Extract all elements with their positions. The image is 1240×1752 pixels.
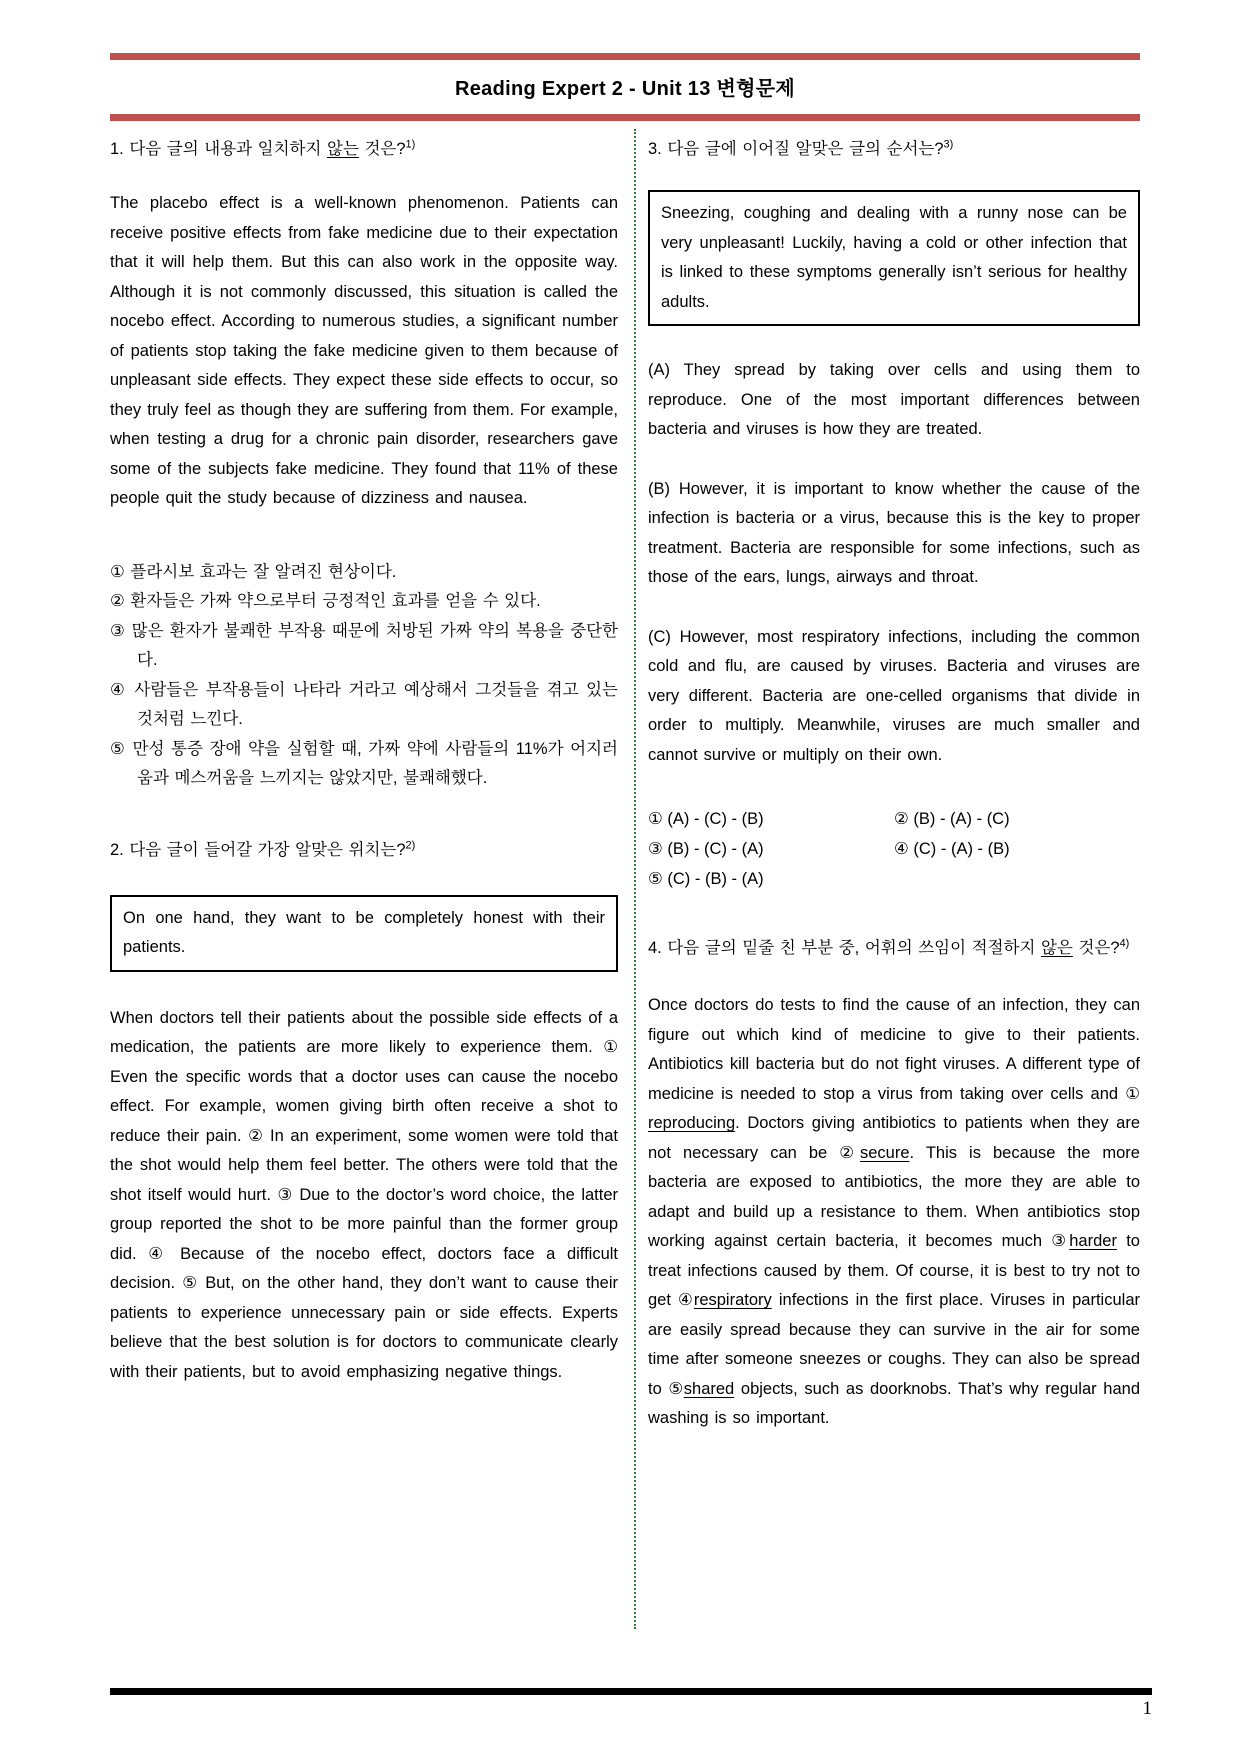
q1-option-1: ① 플라시보 효과는 잘 알려진 현상이다. bbox=[110, 562, 397, 581]
q1-prompt-underlined: 않는 bbox=[327, 140, 359, 158]
q3-prompt: 3. 다음 글에 이어질 알맞은 글의 순서는? bbox=[648, 140, 944, 158]
q2-given-text: On one hand, they want to be completely honest with their patients. bbox=[123, 908, 605, 956]
content-columns bbox=[110, 129, 1140, 1629]
q3-paragraph-b: (B) However, it is important to know whether the cause of the infection is bacteria or a virus, because this is the key to proper treatment. Bacteria are responsible for some infections, such as those of the ears, lungs, airways and throat. bbox=[648, 479, 1140, 586]
q1-option-5: ⑤ 만성 통증 장애 약을 실험할 때, 가짜 약에 사람들의 11%가 어지러움과 메스꺼움을 느끼지는 않았지만, 불쾌해했다. bbox=[110, 739, 618, 787]
q3-footnote-marker: 3) bbox=[943, 138, 954, 151]
left-column bbox=[110, 129, 626, 1629]
q3-paragraph-c: (C) However, most respiratory infections, including the common cold and flu, are caused by viruses. Bacteria and viruses are very different. Bacteria are one-celled organisms that divide in order to multiply. Meanwhile, viruses are much smaller and cannot survive or multiply on their own. bbox=[648, 627, 1140, 764]
q3-header bbox=[648, 135, 1140, 164]
header-rule-top bbox=[110, 53, 1140, 60]
q4-underlined-word-reproducing: reproducing bbox=[648, 1114, 736, 1132]
q4-passage bbox=[648, 991, 1140, 1434]
q3-given-text: Sneezing, coughing and dealing with a runny nose can be very unpleasant! Luckily, having a cold or other infection that is linked to these symptoms generally isn’t serious for healthy adults. bbox=[661, 204, 1127, 311]
footer-rule bbox=[110, 1688, 1152, 1695]
q4-segment-text: Once doctors do tests to find the cause of an infection, they can figure out which kind of medicine to give to their patients. Antibiotics kill bacteria but do not fight viruses. A different type of medicine is needed to stop a virus from taking over cells and ① bbox=[648, 996, 1140, 1103]
page-title: Reading Expert 2 - Unit 13 변형문제 bbox=[455, 78, 795, 100]
q4-underlined-word-respiratory: respiratory bbox=[693, 1291, 772, 1309]
q1-option-3: ③ 많은 환자가 불쾌한 부작용 때문에 처방된 가짜 약의 복용을 중단한다. bbox=[110, 621, 618, 669]
q3-options bbox=[648, 804, 1140, 894]
q3-option-3: ③ (B) - (C) - (A) bbox=[648, 840, 764, 858]
q2-given-box bbox=[110, 895, 618, 972]
q2-prompt: 2. 다음 글이 들어갈 가장 알맞은 위치는? bbox=[110, 840, 406, 859]
q1-prompt-prefix: 1. 다음 글의 내용과 일치하지 bbox=[110, 140, 328, 158]
q4-segment-text: to treat infections caused by them. Of course, it is best to try not to get ④ bbox=[648, 1232, 1140, 1309]
q1-passage: The placebo effect is a well-known phenomenon. Patients can receive positive effects from fake medicine due to their expectation that it will help them. But this can also work in the opposite way. Although it is not commonly discussed, this situation is called the nocebo effect. According to numerous studies, a significant number of patients stop taking the fake medicine given to them because of unpleasant side effects. They expect these side effects to occur, so they truly feel as though they are suffering from them. For example, when testing a drug for a chronic pain disorder, researchers gave some of the subjects fake medicine. They found that 11% of these people quit the study because of dizziness and nausea. bbox=[110, 194, 618, 507]
q3-option-2: ② (B) - (A) - (C) bbox=[894, 810, 1010, 828]
q4-prompt-prefix: 4. 다음 글의 밑줄 친 부분 중, 어휘의 쓰임이 적절하지 bbox=[648, 939, 1041, 957]
q3-option-5: ⑤ (C) - (B) - (A) bbox=[648, 870, 764, 888]
q4-underlined-word-shared: shared bbox=[683, 1379, 735, 1398]
q1-footnote-marker: 1) bbox=[405, 138, 416, 151]
q4-prompt-suffix: 것은? bbox=[1072, 939, 1120, 957]
q4-segment-text: . This is because the more bacteria are exposed to antibiotics, the more they are able to adapt and build up a resistance to them. When antibiotics stop working against certain bacteria, it becomes much ③ bbox=[648, 1143, 1140, 1250]
q1-options bbox=[110, 558, 618, 794]
q4-underlined-word-harder: harder bbox=[1069, 1232, 1117, 1250]
page-number: 1 bbox=[1142, 1698, 1152, 1719]
q4-underlined-word-secure: secure bbox=[859, 1143, 910, 1162]
q3-option-4: ④ (C) - (A) - (B) bbox=[894, 840, 1010, 858]
q1-option-2: ② 환자들은 가짜 약으로부터 긍정적인 효과를 얻을 수 있다. bbox=[110, 592, 541, 610]
header-rule-bottom bbox=[110, 114, 1140, 121]
q4-segment-text: . Doctors giving antibiotics to patients when they are not necessary can be ② bbox=[648, 1114, 1140, 1162]
q4-footnote-marker: 4) bbox=[1119, 937, 1130, 950]
q4-prompt-underlined: 않은 bbox=[1040, 939, 1073, 957]
q4-segment-text: infections in the first place. Viruses in particular are easily spread because they can survive in the air for some time after someone sneezes or coughs. They can also be spread to ⑤ bbox=[648, 1291, 1140, 1398]
page-footer bbox=[110, 1688, 1152, 1720]
q2-passage: When doctors tell their patients about the possible side effects of a medication, the patients are more likely to experience them. ① Even the specific words that a doctor uses can cause the nocebo effect. For example, women giving birth often receive a shot to reduce their pain. ② In an experiment, some women were told that the shot would help them feel better. The others were told that the shot itself would hurt. ③ Due to the doctor’s word choice, the latter group reported the shot to be more painful than the former group did. ④ Because of the nocebo effect, doctors face a difficult decision. ⑤ But, on the other hand, they don’t want to cause their patients to experience unnecessary pain or side effects. Experts believe that the best solution is for doctors to communicate clearly with their patients, but to avoid emphasizing negative things. bbox=[110, 1008, 618, 1381]
q3-option-1: ① (A) - (C) - (B) bbox=[648, 810, 764, 828]
q4-segment-text: objects, such as doorknobs. That’s why regular hand washing is so important. bbox=[648, 1379, 1140, 1427]
q2-header bbox=[110, 836, 618, 865]
q1-option-4: ④ 사람들은 부작용들이 나타라 거라고 예상해서 그것들을 겪고 있는 것처럼 느낀다. bbox=[110, 680, 618, 728]
q2-footnote-marker: 2) bbox=[405, 839, 416, 851]
q3-given-box bbox=[648, 190, 1140, 326]
q1-header bbox=[110, 135, 618, 164]
q3-paragraph-a: (A) They spread by taking over cells and using them to reproduce. One of the most important differences between bacteria and viruses is how they are treated. bbox=[648, 361, 1140, 438]
q4-header bbox=[648, 934, 1140, 963]
right-column bbox=[634, 129, 1140, 1629]
q1-prompt-suffix: 것은? bbox=[358, 140, 406, 158]
